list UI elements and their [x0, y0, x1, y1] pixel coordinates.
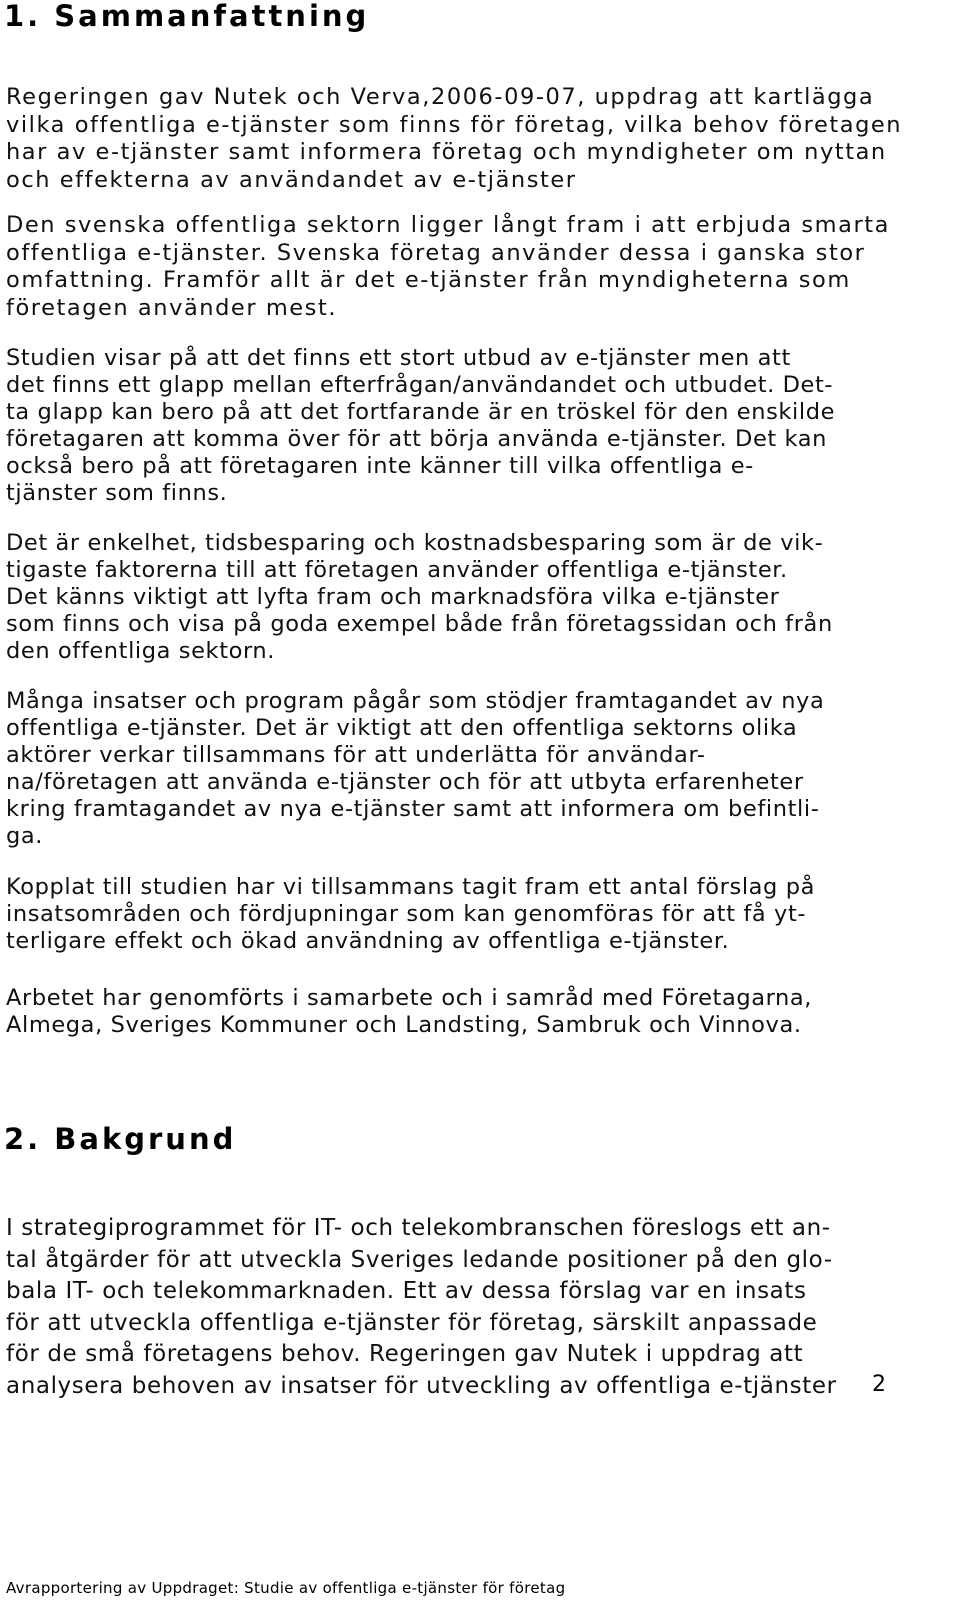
paragraph-line: offentliga e-tjänster. Svenska företag använder dessa i ganska stor [6, 239, 866, 266]
paragraph-line: som finns och visa på goda exempel både från företagssidan och från [6, 611, 833, 637]
paragraph-line: har av e-tjänster samt informera företag och myndigheter om nyttan [6, 139, 887, 165]
paragraph-line: I strategiprogrammet för IT- och telekombranschen föreslogs ett an- [6, 1215, 831, 1241]
paragraph-line: det finns ett glapp mellan efterfrågan/användandet och utbudet. Det- [6, 372, 834, 398]
paragraph-line: Många insatser och program pågår som stödjer framtagandet av nya [6, 688, 825, 714]
paragraph-line: ga. [6, 823, 44, 849]
summary-paragraph-7 [6, 985, 956, 1039]
paragraph-line: tigaste faktorerna till att företagen använder offentliga e-tjänster. [6, 557, 788, 583]
page-number: 2 [872, 1372, 886, 1397]
paragraph-line: och effekterna av användandet av e-tjänster [6, 166, 577, 193]
summary-paragraph-2 [6, 212, 956, 322]
paragraph-line: tjänster som finns. [6, 480, 228, 506]
paragraph-line: Det känns viktigt att lyfta fram och marknadsföra vilka e-tjänster [6, 584, 780, 610]
summary-paragraph-5 [6, 688, 956, 850]
paragraph-line: aktörer verkar tillsammans för att underlätta för användar- [6, 742, 706, 768]
paragraph-line: insatsområden och fördjupningar som kan genomföras för att få yt- [6, 901, 807, 927]
page-footer: Avrapportering av Uppdraget: Studie av offentliga e-tjänster för företag [6, 1579, 566, 1597]
paragraph-line: tal åtgärder för att utveckla Sveriges ledande positioner på den glo- [6, 1246, 833, 1273]
background-paragraph-1 [6, 1213, 956, 1402]
paragraph-line: Den svenska offentliga sektorn ligger långt fram i att erbjuda smarta [6, 212, 890, 238]
section-2-heading: 2. Bakgrund [4, 1122, 237, 1156]
paragraph-line: na/företagen att använda e-tjänster och för att utbyta erfarenheter [6, 769, 804, 795]
summary-paragraph-6 [6, 874, 956, 955]
paragraph-line: Studien visar på att det finns ett stort utbud av e-tjänster men att [6, 345, 791, 371]
summary-paragraph-1 [6, 84, 956, 194]
section-1-heading: 1. Sammanfattning [4, 0, 370, 33]
summary-paragraph-4 [6, 530, 956, 665]
paragraph-line: Det är enkelhet, tidsbesparing och kostnadsbesparing som är de vik- [6, 530, 824, 556]
paragraph-line: för de små företagens behov. Regeringen gav Nutek i uppdrag att [6, 1341, 804, 1367]
paragraph-line: terligare effekt och ökad användning av offentliga e-tjänster. [6, 928, 730, 954]
paragraph-line: företagen använder mest. [6, 294, 338, 321]
paragraph-line: ta glapp kan bero på att det fortfarande är en tröskel för den enskilde [6, 399, 836, 425]
paragraph-line: den offentliga sektorn. [6, 638, 276, 664]
paragraph-line: vilka offentliga e-tjänster som finns för företag, vilka behov företagen [6, 111, 903, 138]
paragraph-line: Regeringen gav Nutek och Verva,2006-09-07, uppdrag att kartlägga [6, 84, 875, 110]
paragraph-line: analysera behoven av insatser för utveckling av offentliga e-tjänster [6, 1372, 837, 1399]
paragraph-line: Kopplat till studien har vi tillsammans tagit fram ett antal förslag på [6, 874, 815, 900]
paragraph-line: bala IT- och telekommarknaden. Ett av dessa förslag var en insats [6, 1278, 807, 1304]
paragraph-line: Almega, Sveriges Kommuner och Landsting, Sambruk och Vinnova. [6, 1012, 802, 1038]
paragraph-line: också bero på att företagaren inte känner till vilka offentliga e- [6, 453, 754, 479]
paragraph-line: Arbetet har genomförts i samarbete och i samråd med Företagarna, [6, 985, 813, 1011]
summary-paragraph-3 [6, 345, 956, 507]
paragraph-line: företagaren att komma över för att börja använda e-tjänster. Det kan [6, 426, 828, 452]
paragraph-line: för att utveckla offentliga e-tjänster för företag, särskilt anpassade [6, 1309, 818, 1336]
paragraph-line: kring framtagandet av nya e-tjänster samt att informera om befintli- [6, 796, 820, 822]
paragraph-line: omfattning. Framför allt är det e-tjänster från myndigheterna som [6, 267, 851, 293]
paragraph-line: offentliga e-tjänster. Det är viktigt att den offentliga sektorns olika [6, 715, 798, 741]
